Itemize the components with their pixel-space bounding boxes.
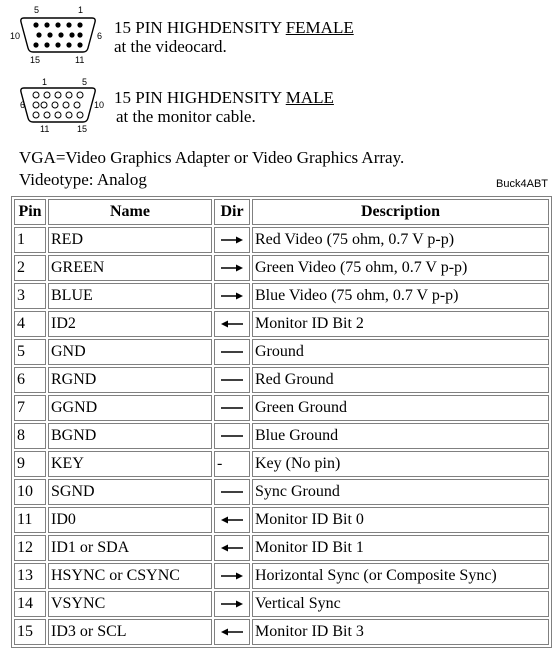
table-row [14, 339, 549, 365]
table-row [14, 451, 549, 477]
pin-description-cell: Key (No pin) [252, 451, 549, 477]
pin-direction-cell [214, 423, 250, 449]
table-header-row [14, 199, 549, 225]
pin-description-cell: Vertical Sync [252, 591, 549, 617]
male-connector-subtitle: at the monitor cable. [116, 107, 256, 126]
pin-name-cell: ID1 or SDA [48, 535, 212, 561]
pinout-table-body [14, 227, 549, 645]
table-row [14, 423, 549, 449]
male-pin-label-tr: 5 [82, 77, 88, 87]
pinout-table [11, 196, 552, 648]
pin-direction-cell [214, 339, 250, 365]
pin-name-cell: SGND [48, 479, 212, 505]
pin-description-cell: Monitor ID Bit 0 [252, 507, 549, 533]
table-row [14, 563, 549, 589]
pin-direction-cell [214, 311, 250, 337]
arrow-left-icon [220, 627, 244, 637]
pin-description-cell: Green Video (75 ohm, 0.7 V p-p) [252, 255, 549, 281]
table-row [14, 591, 549, 617]
table-row [14, 535, 549, 561]
pin-description-cell: Monitor ID Bit 2 [252, 311, 549, 337]
female-pin-label-bl: 15 [30, 55, 41, 65]
table-row [14, 311, 549, 337]
male-title-gender: MALE [285, 88, 334, 107]
header-pin: Pin [14, 199, 46, 225]
arrow-left-icon [220, 319, 244, 329]
pin-name-cell: GGND [48, 395, 212, 421]
pin-name-cell: GND [48, 339, 212, 365]
arrow-right-icon [220, 599, 244, 609]
male-pin-label-tl: 1 [42, 77, 48, 87]
female-title-prefix: 15 PIN HIGHDENSITY [114, 18, 286, 37]
male-pin-label-ml: 6 [20, 100, 26, 110]
female-connector-subtitle: at the videocard. [114, 37, 227, 56]
male-pin-label-bl: 11 [40, 124, 50, 134]
pin-direction-cell [214, 591, 250, 617]
pin-description-cell: Monitor ID Bit 1 [252, 535, 549, 561]
pin-direction-cell [214, 479, 250, 505]
pin-number-cell: 14 [14, 591, 46, 617]
female-pin-label-br: 11 [75, 55, 85, 65]
pin-description-cell: Horizontal Sync (or Composite Sync) [252, 563, 549, 589]
pin-number-cell: 9 [14, 451, 46, 477]
pin-number-cell: 7 [14, 395, 46, 421]
arrow-right-icon [220, 235, 244, 245]
pin-description-cell: Blue Video (75 ohm, 0.7 V p-p) [252, 283, 549, 309]
pin-number-cell: 2 [14, 255, 46, 281]
female-pin-label-tr: 1 [78, 5, 84, 15]
male-pin-label-mr: 10 [94, 100, 105, 110]
pin-description-cell: Monitor ID Bit 3 [252, 619, 549, 645]
pin-description-cell: Blue Ground [252, 423, 549, 449]
header-dir: Dir [214, 199, 250, 225]
video-type: Videotype: Analog [19, 170, 147, 189]
pin-number-cell: 10 [14, 479, 46, 505]
table-row [14, 367, 549, 393]
pin-description-cell: Red Video (75 ohm, 0.7 V p-p) [252, 227, 549, 253]
pin-number-cell: 5 [14, 339, 46, 365]
author-signature: Buck4ABT [496, 178, 548, 190]
pin-direction-cell: - [214, 451, 250, 477]
female-title-gender: FEMALE [285, 18, 354, 37]
header-description: Description [252, 199, 549, 225]
pin-direction-cell [214, 507, 250, 533]
pin-direction-cell [214, 227, 250, 253]
pin-direction-cell [214, 563, 250, 589]
pin-name-cell: KEY [48, 451, 212, 477]
pin-number-cell: 4 [14, 311, 46, 337]
male-title-prefix: 15 PIN HIGHDENSITY [114, 88, 286, 107]
pin-description-cell: Sync Ground [252, 479, 549, 505]
pin-number-cell: 12 [14, 535, 46, 561]
male-connector-icon [6, 72, 110, 136]
pin-name-cell: HSYNC or CSYNC [48, 563, 212, 589]
arrow-left-icon [220, 515, 244, 525]
table-row [14, 227, 549, 253]
header-name: Name [48, 199, 212, 225]
pin-description-cell: Green Ground [252, 395, 549, 421]
dash-line-icon [220, 403, 244, 413]
female-connector-title [114, 19, 354, 37]
female-connector-diagram [6, 2, 110, 66]
pin-number-cell: 13 [14, 563, 46, 589]
female-pin-label-ml: 10 [10, 31, 21, 41]
male-connector-diagram [6, 72, 110, 136]
pin-name-cell: RGND [48, 367, 212, 393]
pin-number-cell: 6 [14, 367, 46, 393]
pin-name-cell: VSYNC [48, 591, 212, 617]
pin-name-cell: GREEN [48, 255, 212, 281]
pin-direction-cell [214, 367, 250, 393]
arrow-left-icon [220, 543, 244, 553]
table-row [14, 479, 549, 505]
pin-number-cell: 11 [14, 507, 46, 533]
table-row [14, 255, 549, 281]
female-pin-label-mr: 6 [97, 31, 103, 41]
table-row [14, 507, 549, 533]
table-row [14, 619, 549, 645]
female-connector-icon [6, 2, 110, 66]
dash-line-icon [220, 375, 244, 385]
pin-direction-cell [214, 283, 250, 309]
vga-definition: VGA=Video Graphics Adapter or Video Graphics Array. [19, 148, 405, 167]
pin-description-cell: Ground [252, 339, 549, 365]
pin-direction-cell [214, 619, 250, 645]
pin-direction-cell [214, 395, 250, 421]
table-row [14, 283, 549, 309]
pin-name-cell: ID0 [48, 507, 212, 533]
female-pin-label-tl: 5 [34, 5, 40, 15]
male-pin-label-br: 15 [77, 124, 88, 134]
pin-number-cell: 3 [14, 283, 46, 309]
pin-direction-cell [214, 255, 250, 281]
dash-line-icon [220, 347, 244, 357]
pin-name-cell: ID2 [48, 311, 212, 337]
table-row [14, 395, 549, 421]
male-connector-title [114, 89, 334, 107]
pin-number-cell: 8 [14, 423, 46, 449]
pin-name-cell: ID3 or SCL [48, 619, 212, 645]
pin-direction-cell [214, 535, 250, 561]
pin-name-cell: RED [48, 227, 212, 253]
pin-name-cell: BGND [48, 423, 212, 449]
pin-number-cell: 1 [14, 227, 46, 253]
dash-line-icon [220, 487, 244, 497]
arrow-right-icon [220, 263, 244, 273]
arrow-right-icon [220, 571, 244, 581]
dash-line-icon [220, 431, 244, 441]
pin-description-cell: Red Ground [252, 367, 549, 393]
pin-name-cell: BLUE [48, 283, 212, 309]
arrow-right-icon [220, 291, 244, 301]
pin-number-cell: 15 [14, 619, 46, 645]
